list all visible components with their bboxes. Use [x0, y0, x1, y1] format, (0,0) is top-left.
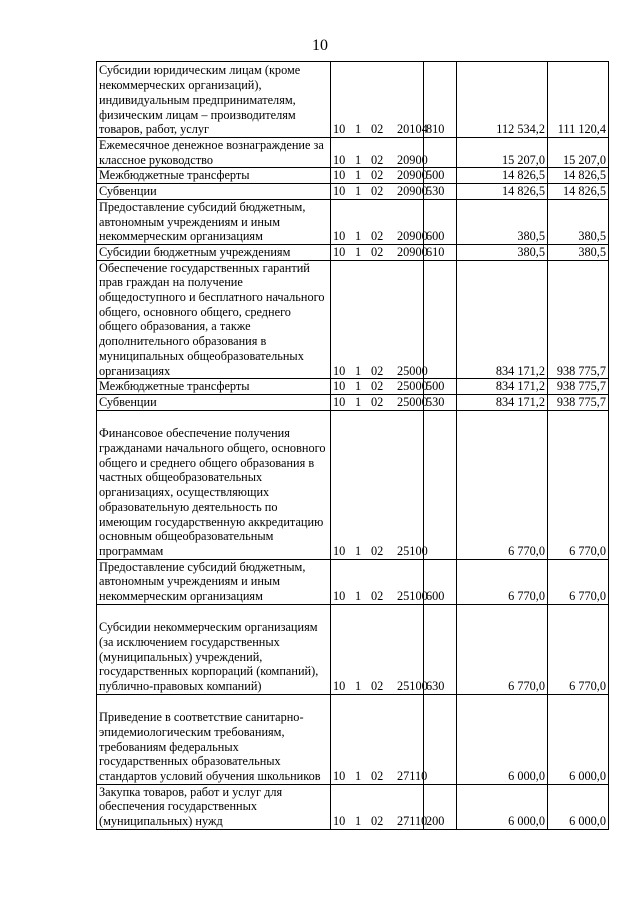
code-segment: 10	[333, 152, 346, 167]
table-body	[97, 62, 609, 830]
table-row	[97, 138, 609, 168]
code-segment: 1	[355, 394, 362, 409]
row-code	[331, 184, 428, 200]
row-value-year1: 112 534,2	[457, 62, 548, 138]
row-expense-type: 200	[424, 784, 457, 829]
code-segment: 1	[355, 379, 362, 394]
table-row	[97, 694, 609, 784]
row-name: Приведение в соответствие санитарно-эпидемиологическим требованиям, требованиям федеральных государственных образовательных стандартов условий обучения школьников	[97, 694, 331, 784]
table-row	[97, 410, 609, 559]
row-code	[331, 784, 428, 829]
code-segment: 02	[371, 152, 384, 167]
code-segment: 20900	[397, 184, 428, 199]
row-value-year2: 6 000,0	[548, 784, 609, 829]
code-segment: 20900	[397, 152, 428, 167]
code-segment: 02	[371, 543, 384, 558]
row-value-year2: 6 770,0	[548, 410, 609, 559]
code-segment: 02	[371, 679, 384, 694]
code-segment: 25000	[397, 363, 428, 378]
code-segment: 02	[371, 122, 384, 137]
row-value-year1: 6 770,0	[457, 604, 548, 694]
row-expense-type: 630	[424, 604, 457, 694]
code-segment: 20104	[397, 122, 428, 137]
row-value-year1: 6 000,0	[457, 694, 548, 784]
row-value-year2: 14 826,5	[548, 168, 609, 184]
code-segment: 27110	[397, 814, 428, 829]
code-segment: 02	[371, 363, 384, 378]
code-segment: 1	[355, 122, 362, 137]
row-expense-type	[424, 410, 457, 559]
code-segment: 02	[371, 379, 384, 394]
row-code	[331, 604, 428, 694]
row-value-year1: 15 207,0	[457, 138, 548, 168]
row-code	[331, 394, 428, 410]
code-segment: 1	[355, 679, 362, 694]
table-row	[97, 394, 609, 410]
table-row	[97, 62, 609, 138]
code-segment: 1	[355, 168, 362, 183]
code-segment: 10	[333, 184, 346, 199]
row-value-year1: 6 770,0	[457, 410, 548, 559]
row-value-year2: 6 000,0	[548, 694, 609, 784]
row-code	[331, 244, 428, 260]
row-code	[331, 62, 428, 138]
row-value-year1: 6 770,0	[457, 559, 548, 604]
table-row	[97, 184, 609, 200]
row-expense-type: 530	[424, 184, 457, 200]
row-code	[331, 260, 428, 379]
row-code	[331, 410, 428, 559]
row-name: Обеспечение государственных гарантий прав граждан на получение общедоступного и бесплатного начального общего, основного общего, среднего общего образования, а также дополнительного образования в муниципальных общеобразовательных организациях	[97, 260, 331, 379]
row-code	[331, 168, 428, 184]
row-value-year1: 834 171,2	[457, 379, 548, 395]
row-name: Предоставление субсидий бюджетным, автономным учреждениям и иным некоммерческим организациям	[97, 559, 331, 604]
row-code	[331, 138, 428, 168]
row-code	[331, 379, 428, 395]
code-segment: 10	[333, 679, 346, 694]
code-segment: 02	[371, 589, 384, 604]
code-segment: 25000	[397, 394, 428, 409]
row-value-year2: 938 775,7	[548, 394, 609, 410]
code-segment: 02	[371, 229, 384, 244]
code-segment: 10	[333, 394, 346, 409]
table-row	[97, 260, 609, 379]
row-value-year1: 834 171,2	[457, 394, 548, 410]
code-segment: 1	[355, 589, 362, 604]
table-row	[97, 604, 609, 694]
code-segment: 27110	[397, 769, 428, 784]
budget-table	[96, 61, 609, 830]
row-name: Субсидии бюджетным учреждениям	[97, 244, 331, 260]
code-segment: 02	[371, 814, 384, 829]
table-row	[97, 244, 609, 260]
row-name: Финансовое обеспечение получения гражданами начального общего, основного общего и среднего общего образования в частных общеобразовательных организациях, осуществляющих образовательную деятельность по имеющим государственную аккредитацию основным общеобразовательным программам	[97, 410, 331, 559]
code-segment: 02	[371, 184, 384, 199]
table-row	[97, 559, 609, 604]
code-segment: 02	[371, 244, 384, 259]
code-segment: 25100	[397, 543, 428, 558]
code-segment: 20900	[397, 168, 428, 183]
row-expense-type: 810	[424, 62, 457, 138]
code-segment: 25100	[397, 679, 428, 694]
row-value-year2: 111 120,4	[548, 62, 609, 138]
row-name: Межбюджетные трансферты	[97, 379, 331, 395]
row-expense-type: 600	[424, 559, 457, 604]
row-value-year2: 6 770,0	[548, 604, 609, 694]
row-expense-type: 530	[424, 394, 457, 410]
row-name: Субсидии некоммерческим организациям (за исключением государственных (муниципальных) учреждений, государственных корпораций (компаний), публично-правовых компаний)	[97, 604, 331, 694]
code-segment: 1	[355, 244, 362, 259]
row-name: Субвенции	[97, 184, 331, 200]
code-segment: 25100	[397, 589, 428, 604]
row-value-year1: 380,5	[457, 244, 548, 260]
code-segment: 20900	[397, 229, 428, 244]
code-segment: 20900	[397, 244, 428, 259]
code-segment: 10	[333, 769, 346, 784]
code-segment: 1	[355, 229, 362, 244]
row-name: Предоставление субсидий бюджетным, автономным учреждениям и иным некоммерческим организациям	[97, 199, 331, 244]
row-value-year2: 14 826,5	[548, 184, 609, 200]
code-segment: 1	[355, 363, 362, 378]
code-segment: 10	[333, 244, 346, 259]
row-expense-type: 500	[424, 379, 457, 395]
row-value-year2: 6 770,0	[548, 559, 609, 604]
code-segment: 10	[333, 229, 346, 244]
code-segment: 02	[371, 769, 384, 784]
table-row	[97, 168, 609, 184]
row-code	[331, 559, 428, 604]
row-value-year2: 15 207,0	[548, 138, 609, 168]
code-segment: 25000	[397, 379, 428, 394]
row-expense-type: 500	[424, 168, 457, 184]
code-segment: 1	[355, 814, 362, 829]
row-name: Межбюджетные трансферты	[97, 168, 331, 184]
table-row	[97, 379, 609, 395]
row-value-year2: 380,5	[548, 244, 609, 260]
code-segment: 02	[371, 168, 384, 183]
code-segment: 02	[371, 394, 384, 409]
row-value-year1: 834 171,2	[457, 260, 548, 379]
code-segment: 1	[355, 184, 362, 199]
table-row	[97, 199, 609, 244]
row-name: Субвенции	[97, 394, 331, 410]
row-expense-type: 610	[424, 244, 457, 260]
row-name: Закупка товаров, работ и услуг для обеспечения государственных (муниципальных) нужд	[97, 784, 331, 829]
code-segment: 10	[333, 122, 346, 137]
code-segment: 10	[333, 814, 346, 829]
row-expense-type	[424, 260, 457, 379]
code-segment: 1	[355, 543, 362, 558]
row-name: Ежемесячное денежное вознаграждение за классное руководство	[97, 138, 331, 168]
row-value-year1: 14 826,5	[457, 168, 548, 184]
row-code	[331, 199, 428, 244]
table-row	[97, 784, 609, 829]
code-segment: 10	[333, 379, 346, 394]
row-value-year1: 6 000,0	[457, 784, 548, 829]
page-number: 10	[312, 37, 328, 54]
code-segment: 1	[355, 769, 362, 784]
row-expense-type: 600	[424, 199, 457, 244]
code-segment: 10	[333, 168, 346, 183]
code-segment: 1	[355, 152, 362, 167]
row-value-year2: 938 775,7	[548, 379, 609, 395]
row-value-year1: 380,5	[457, 199, 548, 244]
code-segment: 10	[333, 543, 346, 558]
row-name: Субсидии юридическим лицам (кроме некоммерческих организаций), индивидуальным предпринимателям, физическим лицам – производителям товаров, работ, услуг	[97, 62, 331, 138]
row-value-year2: 380,5	[548, 199, 609, 244]
row-code	[331, 694, 428, 784]
code-segment: 10	[333, 589, 346, 604]
row-value-year1: 14 826,5	[457, 184, 548, 200]
row-value-year2: 938 775,7	[548, 260, 609, 379]
code-segment: 10	[333, 363, 346, 378]
